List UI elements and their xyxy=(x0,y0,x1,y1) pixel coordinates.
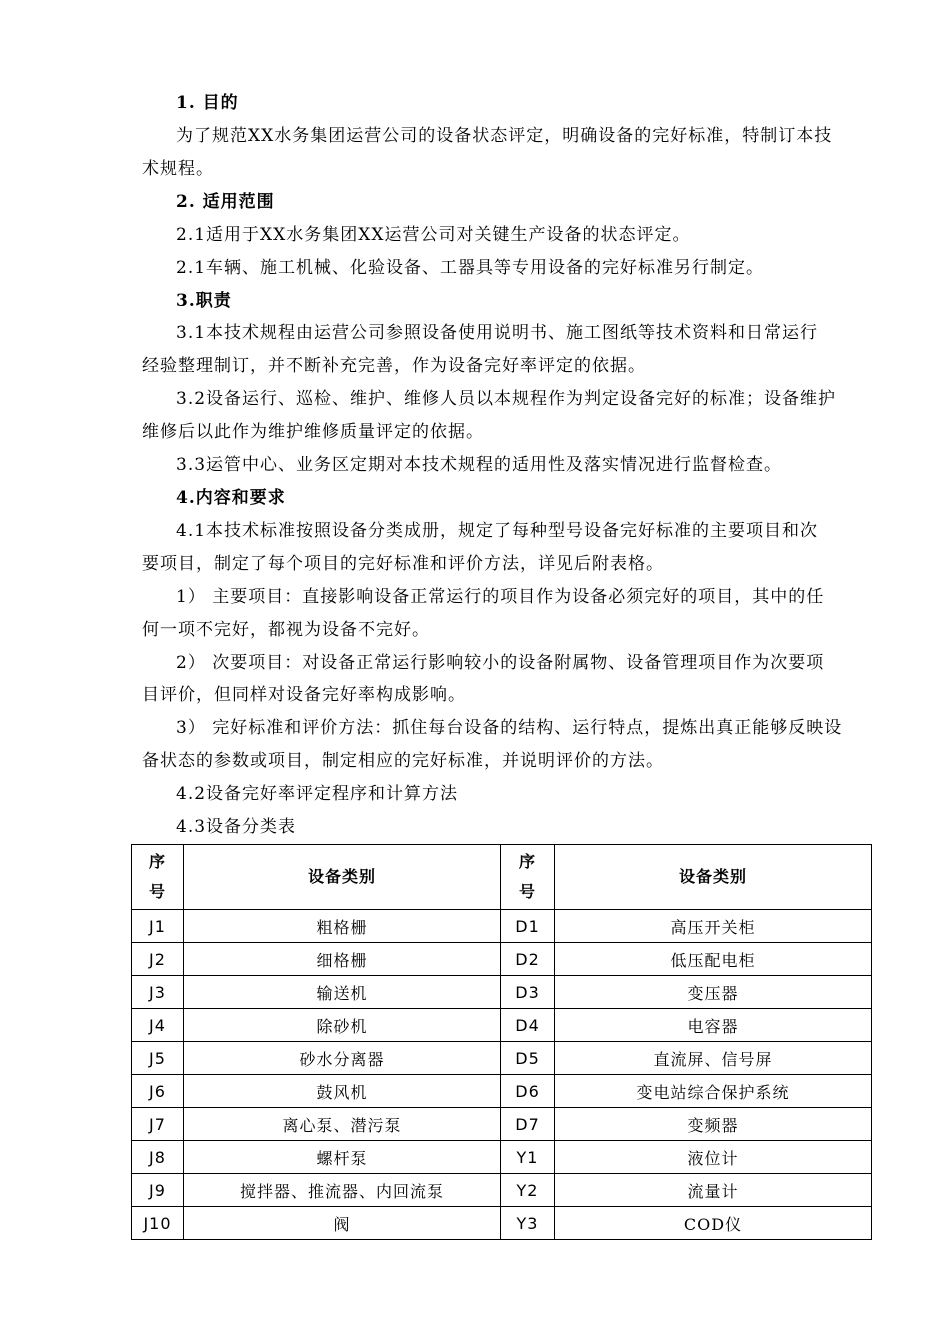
row-code-left: J6 xyxy=(132,1075,184,1108)
section-4-title: 4.内容和要求 xyxy=(176,488,286,508)
row-category-right: 变压器 xyxy=(555,976,872,1009)
table-row xyxy=(132,943,872,976)
section-3-item-2: 3.2设备运行、巡检、维护、维修人员以本规程作为判定设备完好的标准；设备维护 xyxy=(176,389,837,409)
row-category-left: 阀 xyxy=(184,1207,501,1240)
header-serial-right: 序 号 xyxy=(501,845,555,910)
row-code-right: Y3 xyxy=(501,1207,555,1240)
row-code-right: D1 xyxy=(501,910,555,943)
section-3-item-2-cont: 维修后以此作为维护维修质量评定的依据。 xyxy=(142,422,484,442)
row-category-right: 直流屏、信号屏 xyxy=(555,1042,872,1075)
row-category-left: 鼓风机 xyxy=(184,1075,501,1108)
header-category-right: 设备类别 xyxy=(555,845,872,910)
header-serial-left: 序 号 xyxy=(132,845,184,910)
row-category-left: 离心泵、潜污泵 xyxy=(184,1108,501,1141)
row-code-left: J10 xyxy=(132,1207,184,1240)
table-row xyxy=(132,1108,872,1141)
row-code-right: D3 xyxy=(501,976,555,1009)
table-row xyxy=(132,976,872,1009)
row-code-left: J3 xyxy=(132,976,184,1009)
section-4-subitem-3-cont: 备状态的参数或项目，制定相应的完好标准，并说明评价的方法。 xyxy=(142,751,664,771)
row-code-right: D2 xyxy=(501,943,555,976)
row-code-right: D4 xyxy=(501,1009,555,1042)
section-2-title: 2. 适用范围 xyxy=(176,192,275,212)
row-category-left: 粗格栅 xyxy=(184,910,501,943)
section-3-item-1: 3.1本技术规程由运营公司参照设备使用说明书、施工图纸等技术资料和日常运行 xyxy=(176,323,819,343)
row-code-right: D5 xyxy=(501,1042,555,1075)
section-1-paragraph: 为了规范XX水务集团运营公司的设备状态评定，明确设备的完好标准，特制订本技 xyxy=(176,126,833,146)
row-code-left: J4 xyxy=(132,1009,184,1042)
row-category-right: COD仪 xyxy=(555,1207,872,1240)
section-4-subitem-3: 3） 完好标准和评价方法：抓住每台设备的结构、运行特点，提炼出真正能够反映设 xyxy=(176,718,843,738)
row-category-left: 除砂机 xyxy=(184,1009,501,1042)
equipment-classification-table xyxy=(131,844,872,1240)
table-header-row xyxy=(132,845,872,910)
row-code-right: D7 xyxy=(501,1108,555,1141)
section-4-item-1: 4.1本技术标准按照设备分类成册，规定了每种型号设备完好标准的主要项目和次 xyxy=(176,521,819,541)
row-category-left: 螺杆泵 xyxy=(184,1141,501,1174)
section-4-subitem-2: 2） 次要项目：对设备正常运行影响较小的设备附属物、设备管理项目作为次要项 xyxy=(176,653,825,673)
section-4-subitem-1-cont: 何一项不完好，都视为设备不完好。 xyxy=(142,620,430,640)
section-3-item-3: 3.3运管中心、业务区定期对本技术规程的适用性及落实情况进行监督检查。 xyxy=(176,455,783,475)
row-code-right: Y2 xyxy=(501,1174,555,1207)
section-1-title: 1. 目的 xyxy=(176,93,239,113)
row-category-right: 低压配电柜 xyxy=(555,943,872,976)
table-row xyxy=(132,1009,872,1042)
row-category-right: 流量计 xyxy=(555,1174,872,1207)
section-4-item-2: 4.2设备完好率评定程序和计算方法 xyxy=(176,784,459,804)
row-category-right: 高压开关柜 xyxy=(555,910,872,943)
section-3-title: 3.职责 xyxy=(176,291,232,311)
section-1-paragraph-cont: 术规程。 xyxy=(142,159,214,179)
row-code-left: J9 xyxy=(132,1174,184,1207)
table-row xyxy=(132,1075,872,1108)
section-4-item-3: 4.3设备分类表 xyxy=(176,817,297,837)
section-2-item-1: 2.1适用于XX水务集团XX运营公司对关键生产设备的状态评定。 xyxy=(176,225,691,245)
table-row xyxy=(132,910,872,943)
row-category-left: 搅拌器、推流器、内回流泵 xyxy=(184,1174,501,1207)
row-category-right: 电容器 xyxy=(555,1009,872,1042)
section-3-item-1-cont: 经验整理制订，并不断补充完善，作为设备完好率评定的依据。 xyxy=(142,356,646,376)
header-category-left: 设备类别 xyxy=(184,845,501,910)
table-row xyxy=(132,1207,872,1240)
row-category-right: 变频器 xyxy=(555,1108,872,1141)
row-category-right: 液位计 xyxy=(555,1141,872,1174)
row-category-left: 砂水分离器 xyxy=(184,1042,501,1075)
row-category-left: 输送机 xyxy=(184,976,501,1009)
row-code-left: J5 xyxy=(132,1042,184,1075)
row-code-left: J1 xyxy=(132,910,184,943)
row-code-right: D6 xyxy=(501,1075,555,1108)
row-category-right: 变电站综合保护系统 xyxy=(555,1075,872,1108)
row-category-left: 细格栅 xyxy=(184,943,501,976)
row-code-left: J7 xyxy=(132,1108,184,1141)
table-row xyxy=(132,1042,872,1075)
table-row xyxy=(132,1141,872,1174)
section-4-item-1-cont: 要项目，制定了每个项目的完好标准和评价方法，详见后附表格。 xyxy=(142,554,664,574)
row-code-left: J8 xyxy=(132,1141,184,1174)
section-2-item-2: 2.1车辆、施工机械、化验设备、工器具等专用设备的完好标准另行制定。 xyxy=(176,258,765,278)
table-row xyxy=(132,1174,872,1207)
section-4-subitem-1: 1） 主要项目：直接影响设备正常运行的项目作为设备必须完好的项目，其中的任 xyxy=(176,587,825,607)
section-4-subitem-2-cont: 目评价，但同样对设备完好率构成影响。 xyxy=(142,685,466,705)
row-code-left: J2 xyxy=(132,943,184,976)
row-code-right: Y1 xyxy=(501,1141,555,1174)
